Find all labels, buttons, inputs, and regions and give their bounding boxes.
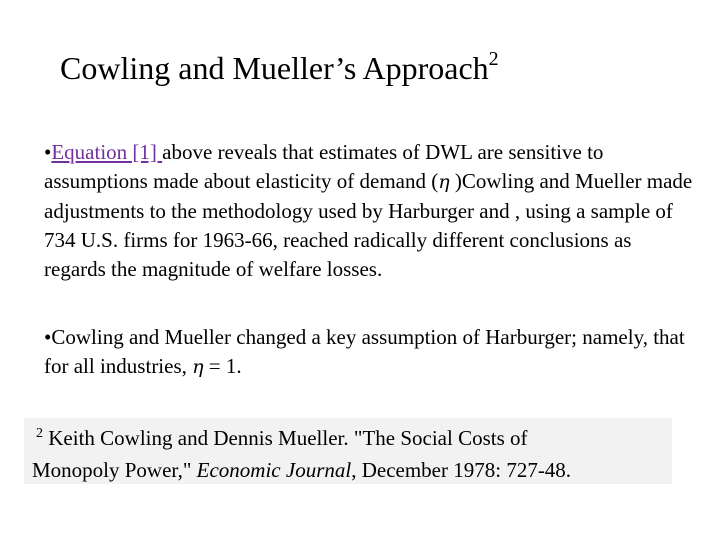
equation-1-link[interactable]: Equation [1] — [51, 140, 163, 164]
footnote-line-2 — [32, 456, 677, 485]
bullet-marker: • — [44, 140, 52, 164]
footnote-box — [24, 418, 672, 484]
bullet2-text-end: = 1. — [203, 354, 242, 378]
footnote-mark: 2 — [36, 426, 43, 441]
slide-title — [60, 48, 499, 93]
bullet-marker: • — [44, 325, 52, 349]
footnote-line-1 — [32, 424, 677, 456]
bullet-assumption — [44, 323, 694, 382]
footnote-text — [32, 424, 677, 485]
eta-symbol: η — [192, 356, 204, 378]
bullet-elasticity — [44, 138, 694, 284]
footnote-authors: Keith Cowling and Dennis Mueller. "The Social Costs of — [43, 426, 528, 450]
bullet1-text-end: )Cowling and Mueller made adjustments to the methodology used by Harburger and , using a sample of 734 U.S. firms for 1963-66, reached radically different conclusions as regards the magnitude of welfare losses. — [44, 169, 693, 281]
title-footnote-mark: 2 — [488, 48, 499, 70]
footnote-date: , December 1978: 727-48. — [351, 458, 572, 482]
bullet2-text: Cowling and Mueller changed a key assumption of Harburger; namely, that for all industries, — [44, 325, 685, 378]
footnote-journal: Economic Journal — [196, 458, 352, 482]
title-text: Cowling and Mueller’s Approach — [60, 50, 489, 86]
bullet1-text: above reveals that estimates of DWL are sensitive to assumptions made about elasticity of demand ( — [44, 140, 604, 193]
footnote-title-end: Monopoly Power," — [32, 458, 197, 482]
eta-symbol: η — [438, 171, 450, 193]
